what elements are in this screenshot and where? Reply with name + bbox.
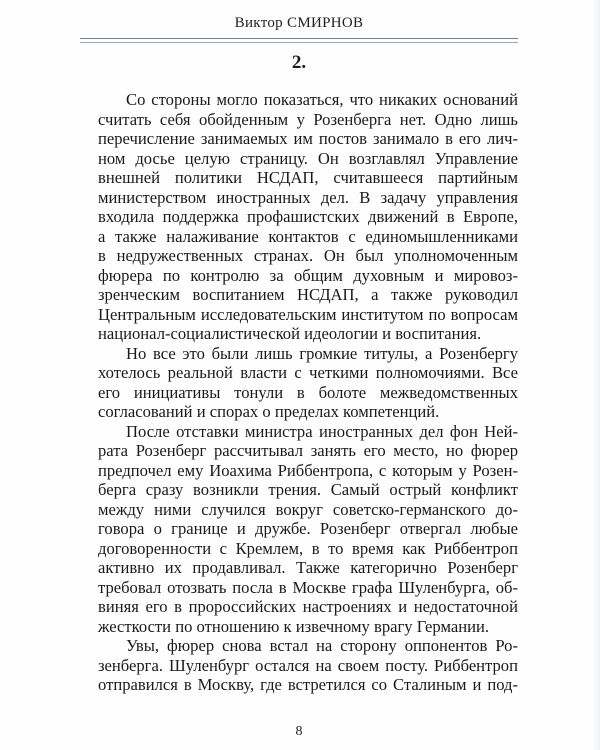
text-line: Но все это были лишь громкие титулы, а Розенбергу: [126, 343, 518, 363]
header-rule: [80, 38, 518, 39]
text-line: считать себя обойденным у Розенберга нет. Одно лишь: [98, 109, 518, 129]
text-line: зренческим воспитанием НСДАП, а также руководил: [98, 285, 518, 304]
text-line: внешней политики НСДАП, считавшееся партийным: [98, 168, 518, 187]
text-line: в недружественных странах. Он был уполномоченным: [98, 246, 518, 265]
text-line: Со стороны могло показаться, что никаких оснований: [126, 90, 518, 109]
text-line: Увы, фюрер снова встал на сторону оппонентов Ро-: [126, 636, 518, 655]
text-line: активно их продавливал. Также категорично Розенберг: [98, 558, 518, 577]
text-line: отправился в Москву, где встретился со Сталиным и под-: [98, 675, 518, 694]
running-head: [80, 15, 518, 32]
text-line: хотелось реальной власти с четкими полномочиями. Все: [98, 363, 518, 382]
body-text: [98, 90, 518, 695]
text-line: а также налаживание контактов с единомышленниками: [98, 226, 518, 246]
text-line: министерством иностранных дел. В задачу управления: [98, 187, 518, 207]
text-line: перечисление занимаемых им постов занимало в его лич-: [98, 129, 518, 148]
text-line: Центральным исследовательским институтом по вопросам: [98, 304, 518, 324]
text-line: предпочел ему Иоахима Риббентропа, с которым у Розен-: [98, 460, 518, 480]
text-line: национал-социалистической идеологии и воспитания.: [98, 324, 482, 343]
text-line: говора о границе и дружбе. Розенберг отвергал любые: [98, 519, 518, 538]
text-line: фюрера по контролю за общим духовным и мировоз-: [98, 265, 518, 285]
text-line: договоренности с Кремлем, в то время как Риббентроп: [98, 538, 518, 558]
text-line: ном досье целую страницу. Он возглавлял Управление: [98, 148, 518, 168]
text-line: его инициативы тонули в болоте межведомственных: [98, 382, 518, 402]
text-line: требовал отозвать посла в Москве графа Шуленбурга, об-: [98, 577, 518, 597]
page-number: 8: [295, 724, 303, 739]
text-line: зенберга. Шуленбург остался на своем посту. Риббентроп: [98, 655, 518, 675]
text-line: виняя его в пророссийских настроениях и недостаточной: [98, 597, 518, 616]
text-line: входила поддержка профашистских движений в Европе,: [98, 207, 518, 226]
text-line: между ними случился вокруг советско-германского до-: [98, 499, 518, 519]
text-line: жесткости по отношению к извечному врагу Германии.: [98, 616, 490, 636]
author-last-name: СМИРНОВ: [287, 15, 364, 31]
text-line: После отставки министра иностранных дел фон Ней-: [126, 421, 518, 441]
page-edge-shadow: [592, 0, 600, 750]
header-rule-thin: [80, 42, 518, 43]
text-line: рата Розенберг рассчитывал занять его место, но фюрер: [98, 441, 518, 460]
text-line: согласований и спорах о пределах компетенций.: [98, 402, 440, 421]
chapter-number: 2.: [291, 52, 307, 73]
text-line: берга сразу возникли трения. Самый острый конфликт: [98, 480, 518, 499]
author-first-name: Виктор: [234, 15, 283, 31]
